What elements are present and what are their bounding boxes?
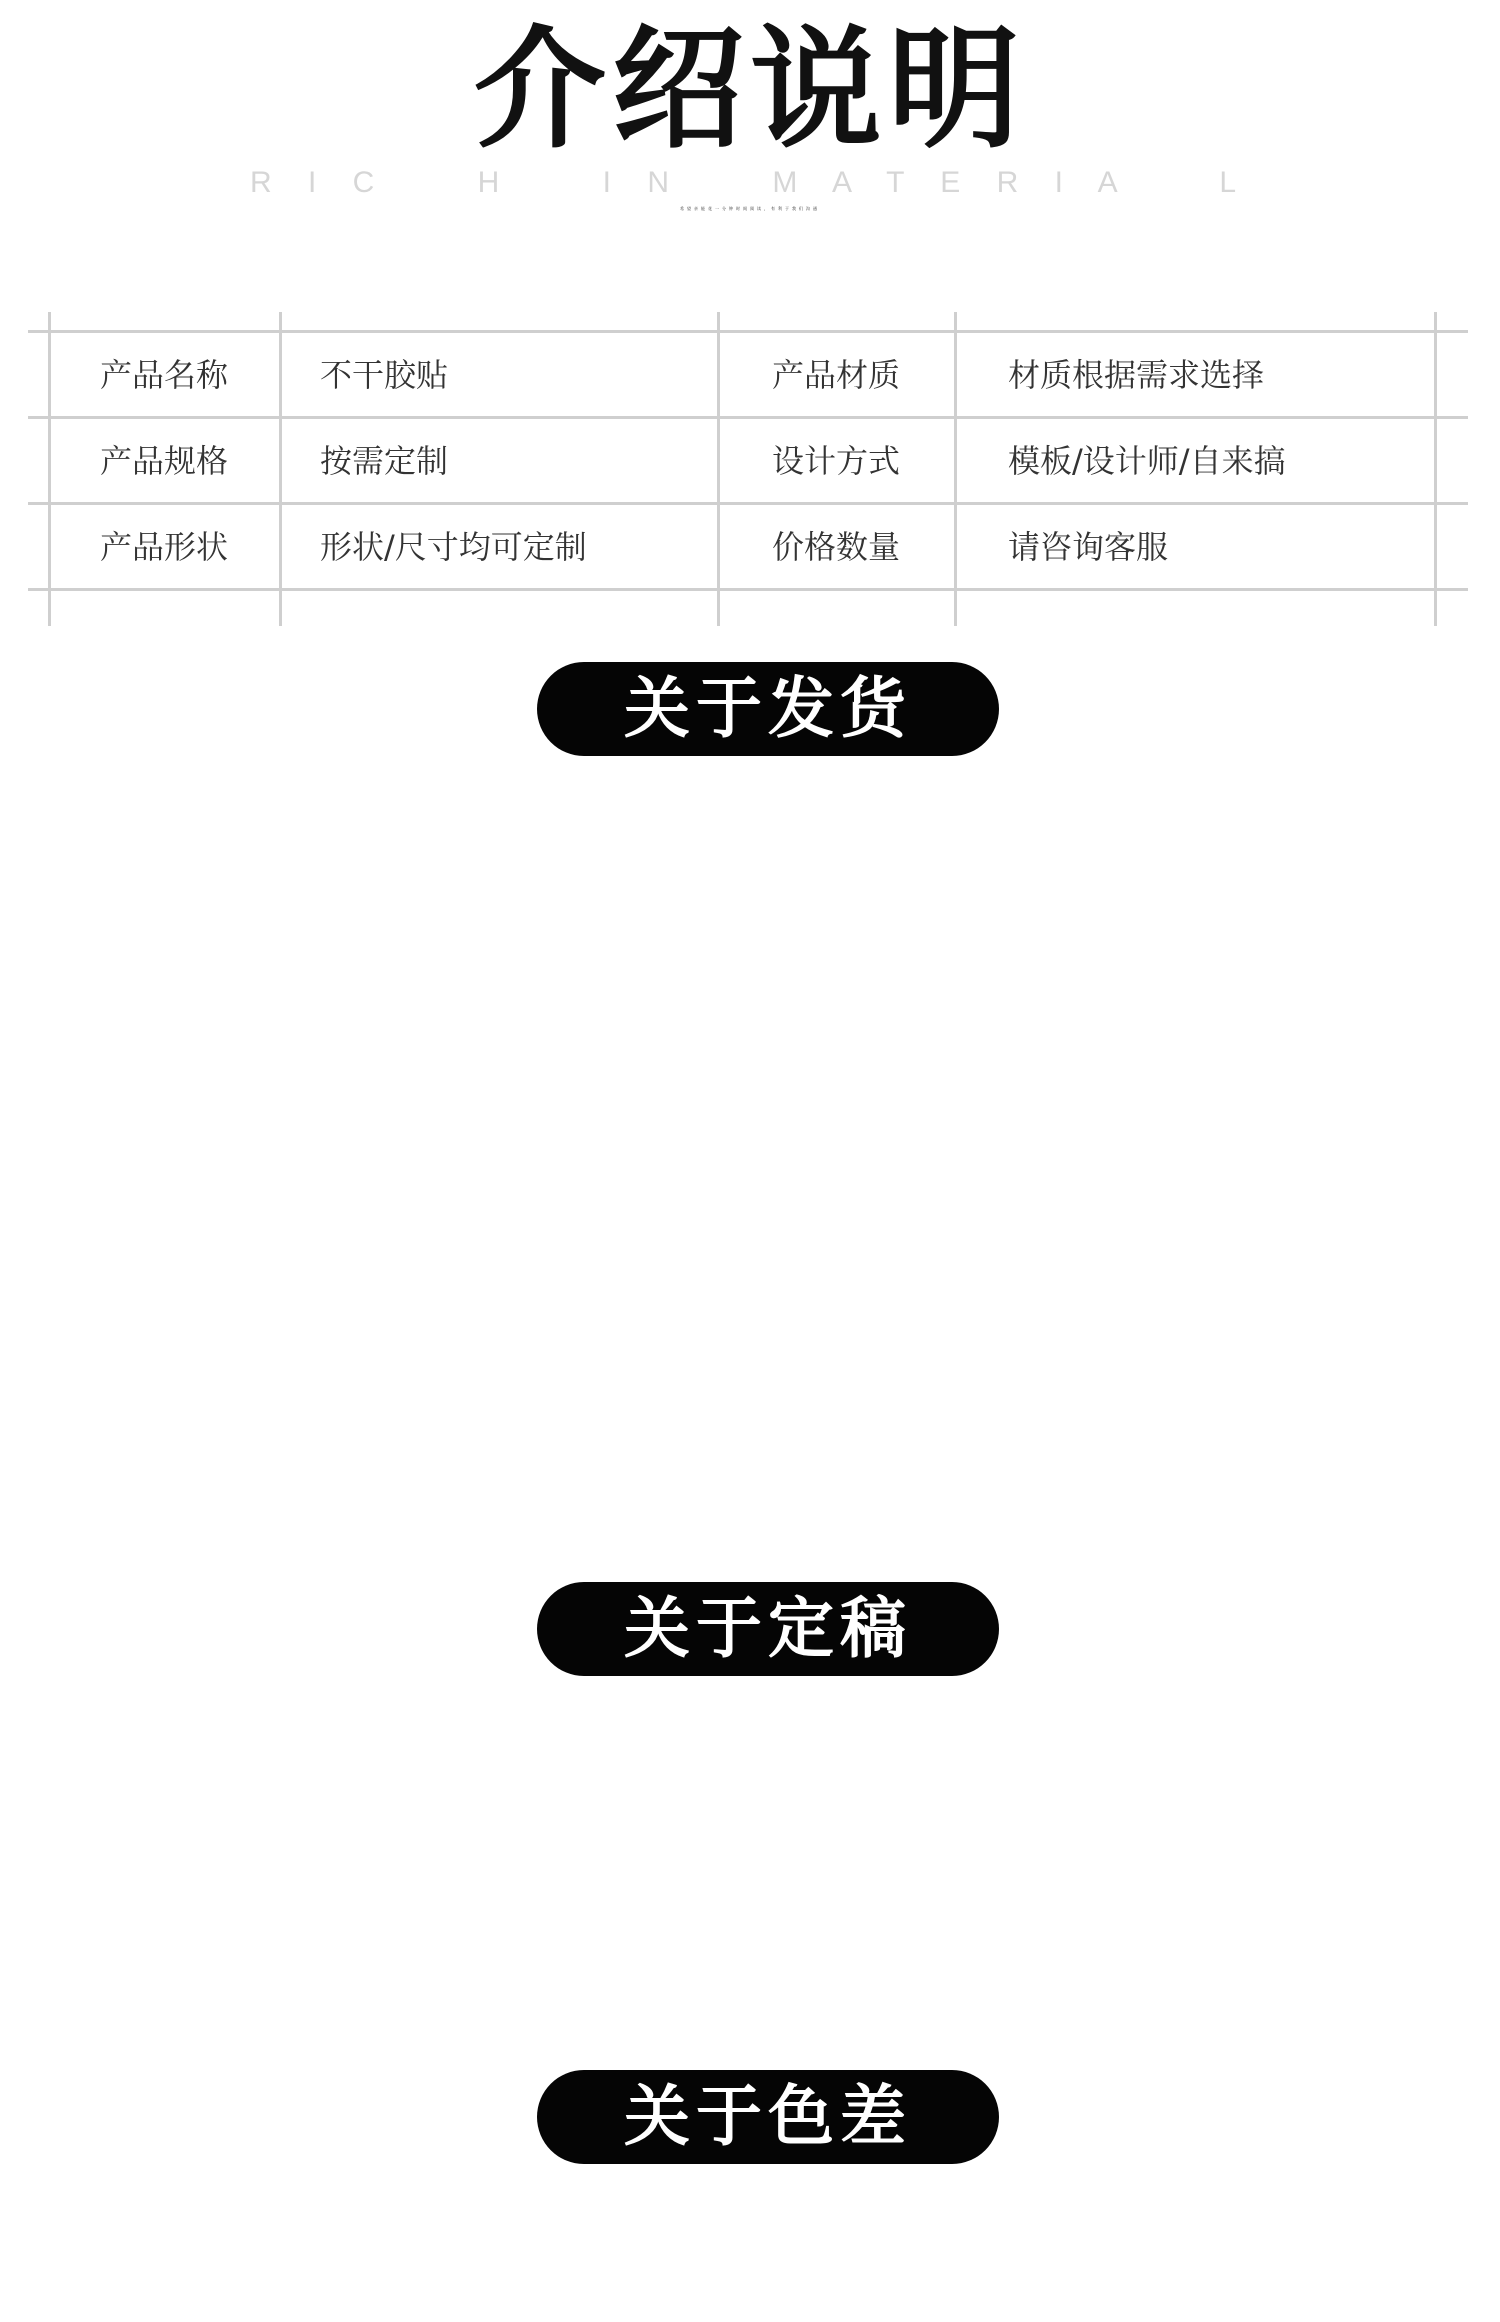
section-heading-proof: 关于定稿	[537, 1582, 999, 1676]
table-value: 材质根据需求选择	[1008, 356, 1265, 394]
table-label: 产品名称	[100, 356, 229, 394]
table-divider	[954, 312, 957, 626]
table-value: 按需定制	[320, 442, 449, 480]
english-subtitle: R I C H I N M A T E R I A L	[249, 166, 1251, 199]
table-value: 形状/尺寸均可定制	[320, 528, 587, 566]
section-heading-shipping: 关于发货	[537, 662, 999, 756]
table-divider	[279, 312, 282, 626]
table-divider	[717, 312, 720, 626]
table-label: 价格数量	[772, 528, 901, 566]
table-value: 请咨询客服	[1008, 528, 1169, 566]
table-divider	[28, 588, 1468, 591]
table-value: 模板/设计师/自来搞	[1008, 442, 1286, 480]
table-label: 产品材质	[772, 356, 901, 394]
table-label: 产品形状	[100, 528, 229, 566]
table-divider	[48, 312, 51, 626]
section-heading-color: 关于色差	[537, 2070, 999, 2164]
page-title: 介绍说明	[474, 13, 1026, 167]
table-value: 不干胶贴	[320, 356, 449, 394]
intro-text: 希望亲能花一分钟时间阅读，有利于我们沟通	[680, 206, 820, 211]
table-label: 产品规格	[100, 442, 229, 480]
table-divider	[1434, 312, 1437, 626]
table-label: 设计方式	[772, 442, 901, 480]
